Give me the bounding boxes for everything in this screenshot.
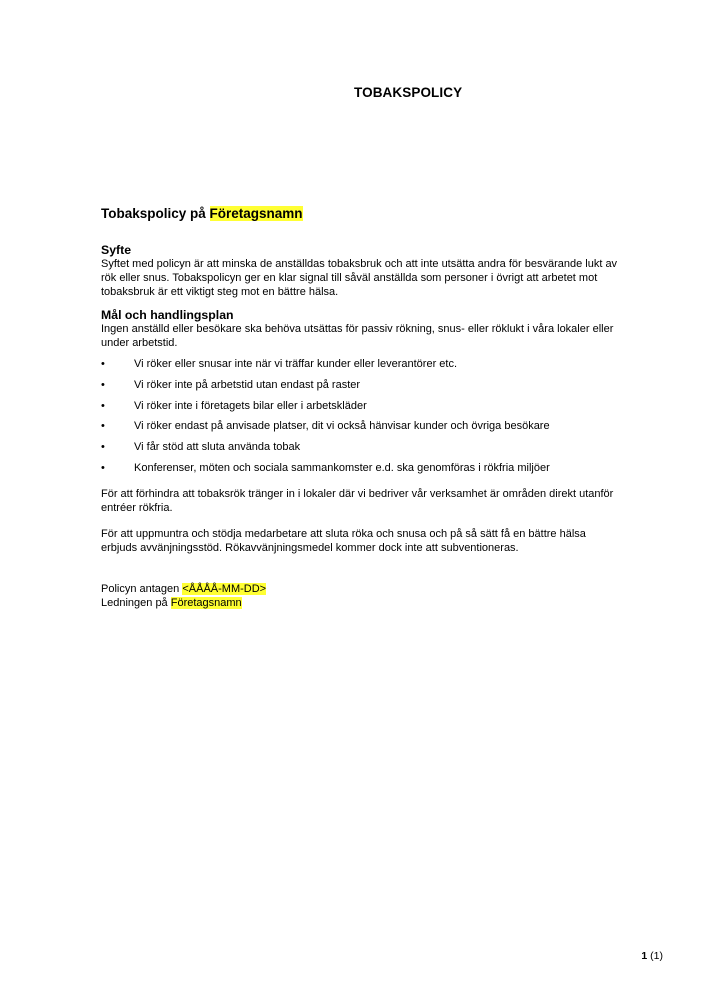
section-heading-syfte: Syfte	[101, 243, 132, 257]
list-item-text: Vi får stöd att sluta använda tobak	[134, 441, 301, 454]
mal-intro-text: Ingen anställd eller besökare ska behöva utsättas för passiv rökning, snus- eller röklukt i våra lokaler eller under arbetstid.	[101, 323, 614, 350]
goals-list	[101, 357, 621, 482]
document-body	[101, 205, 621, 611]
list-item	[101, 440, 621, 461]
list-item-text: Vi röker endast på anvisade platser, dit vi också hänvisar kunder och övriga besökare	[134, 420, 550, 433]
date-placeholder: <ÅÅÅÅ-MM-DD>	[182, 582, 267, 595]
entrance-paragraph: För att förhindra att tobaksrök tränger in i lokaler där vi bedriver vår verksamhet är områden direkt utanför entréer rökfria.	[101, 487, 614, 514]
bullet-icon: •	[101, 420, 105, 433]
bullet-icon: •	[101, 441, 105, 454]
list-item-text: Konferenser, möten och sociala sammankomster e.d. ska genomföras i rökfria miljöer	[134, 461, 550, 474]
page-number-total: (1)	[647, 950, 663, 962]
company-name-placeholder: Företagsnamn	[170, 596, 242, 609]
list-item	[101, 461, 621, 482]
page-number	[641, 950, 663, 962]
adopted-line	[101, 583, 621, 597]
list-item	[101, 357, 621, 378]
bullet-icon: •	[101, 378, 105, 391]
bullet-icon: •	[101, 399, 105, 412]
list-item-text: Vi röker inte på arbetstid utan endast på raster	[134, 378, 361, 391]
document-title: TOBAKSPOLICY	[354, 85, 463, 100]
spacer	[101, 556, 621, 583]
policy-heading	[101, 205, 621, 223]
management-prefix: Ledningen på	[101, 596, 171, 609]
adopted-prefix: Policyn antagen	[101, 582, 183, 595]
page-number-current: 1	[641, 950, 648, 962]
section-heading-mal: Mål och handlingsplan	[101, 308, 234, 323]
list-item-text: Vi röker eller snusar inte när vi träffar kunder eller leverantörer etc.	[134, 357, 458, 370]
management-line	[101, 597, 621, 611]
list-item	[101, 399, 621, 420]
list-item-text: Vi röker inte i företagets bilar eller i arbetskläder	[134, 399, 367, 412]
company-name-placeholder: Företagsnamn	[209, 206, 303, 221]
support-paragraph: För att uppmuntra och stödja medarbetare att sluta röka och snusa och på så sätt få en bättre hälsa erbjuds avvänjningsstöd. Rökavvänjningsmedel kommer dock inte att subventioneras.	[101, 528, 586, 555]
list-item	[101, 378, 621, 399]
policy-heading-prefix: Tobakspolicy på	[101, 206, 210, 221]
spacer	[101, 515, 621, 528]
spacer	[101, 299, 621, 308]
syfte-text: Syftet med policyn är att minska de anställdas tobaksbruk och att inte utsätta andra för besvärande lukt av rök eller snus. Tobakspolicyn ger en klar signal till såväl anställda som personer i övrigt att arbetet mot tobaksbruk är ett viktigt steg mot en bättre hälsa.	[101, 258, 618, 298]
list-item	[101, 419, 621, 440]
bullet-icon: •	[101, 357, 105, 370]
bullet-icon: •	[101, 461, 105, 474]
